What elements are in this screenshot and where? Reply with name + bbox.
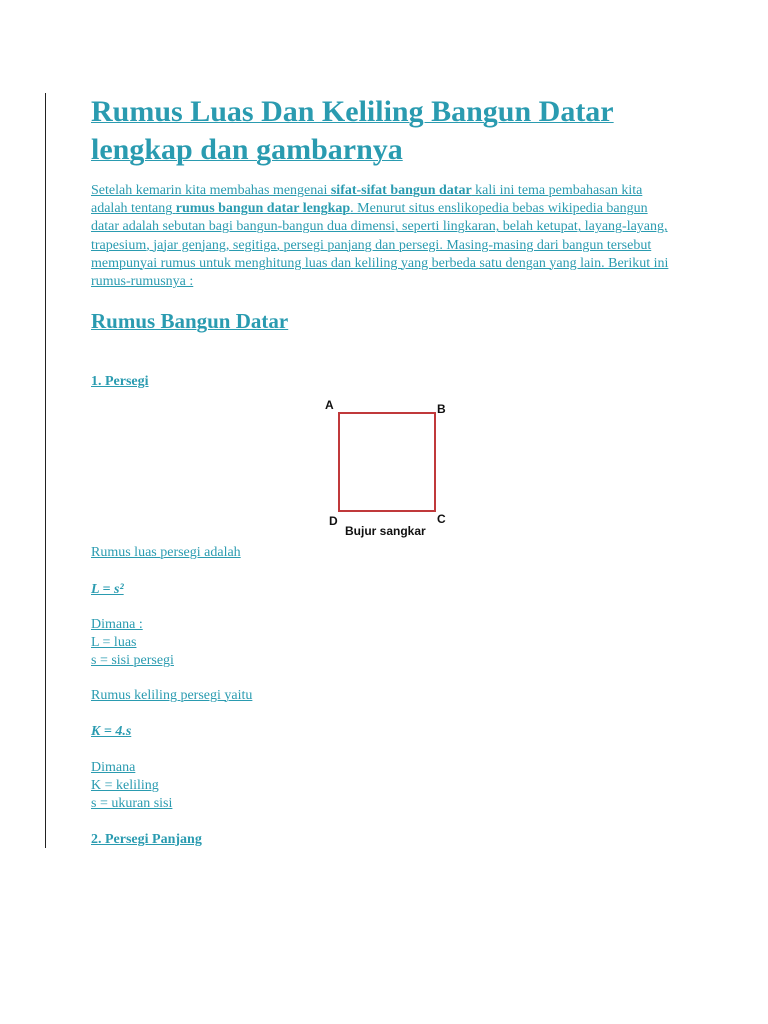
keliling-formula[interactable]: K = 4.s <box>91 724 132 739</box>
persegi-panjang-heading[interactable]: 2. Persegi Panjang <box>91 832 202 847</box>
square-diagram <box>317 397 457 539</box>
intro-text-2: kali ini tema pembahasan kita adalah tentang <box>91 183 643 217</box>
persegi-figure <box>317 397 457 539</box>
keliling-dimana[interactable]: Dimana <box>91 760 136 775</box>
keliling-intro[interactable]: Rumus keliling persegi yaitu <box>91 688 253 703</box>
intro-text-3: . Menurut situs enslikopedia bebas wikipedia bangun datar adalah sebutan bagi bangun-bangun dua dimensi, seperti lingkaran, belah ketupat, layang-layang, trapesium, jajar genjang, segitiga, persegi panjang dan persegi. Masing-masing dari bangun tersebut mempunyai rumus untuk menghitung luas dan keliling yang berbeda satu dengan yang lain. Berikut ini rumus-rumusnya : <box>91 201 669 290</box>
luas-formula[interactable]: L = s² <box>91 582 124 597</box>
vertex-label-d: D <box>329 514 338 528</box>
vertex-label-b: B <box>437 402 446 416</box>
article-title[interactable] <box>91 93 681 169</box>
keliling-def-k[interactable]: K = keliling <box>91 778 159 793</box>
luas-def-s[interactable]: s = sisi persegi <box>91 653 174 668</box>
luas-dimana[interactable]: Dimana : <box>91 617 143 632</box>
article-title-link[interactable]: Rumus Luas Dan Keliling Bangun Datar lengkap dan gambarnya <box>91 95 614 166</box>
square-shape <box>339 413 435 511</box>
intro-bold-2[interactable]: rumus bangun datar lengkap <box>175 201 351 217</box>
luas-def-l[interactable]: L = luas <box>91 635 137 650</box>
keliling-def-s[interactable]: s = ukuran sisi <box>91 796 173 811</box>
section-title[interactable]: Rumus Bangun Datar <box>91 309 289 333</box>
figure-caption: Bujur sangkar <box>345 524 426 538</box>
page-margin-line <box>45 93 46 848</box>
intro-bold-1[interactable]: sifat-sifat bangun datar <box>330 183 472 198</box>
luas-intro[interactable]: Rumus luas persegi adalah <box>91 545 241 560</box>
persegi-heading[interactable]: 1. Persegi <box>91 374 149 389</box>
vertex-label-a: A <box>325 398 334 412</box>
intro-text-1: Setelah kemarin kita membahas mengenai <box>91 183 331 198</box>
vertex-label-c: C <box>437 512 446 526</box>
article <box>91 93 681 847</box>
intro-paragraph[interactable] <box>91 182 676 291</box>
